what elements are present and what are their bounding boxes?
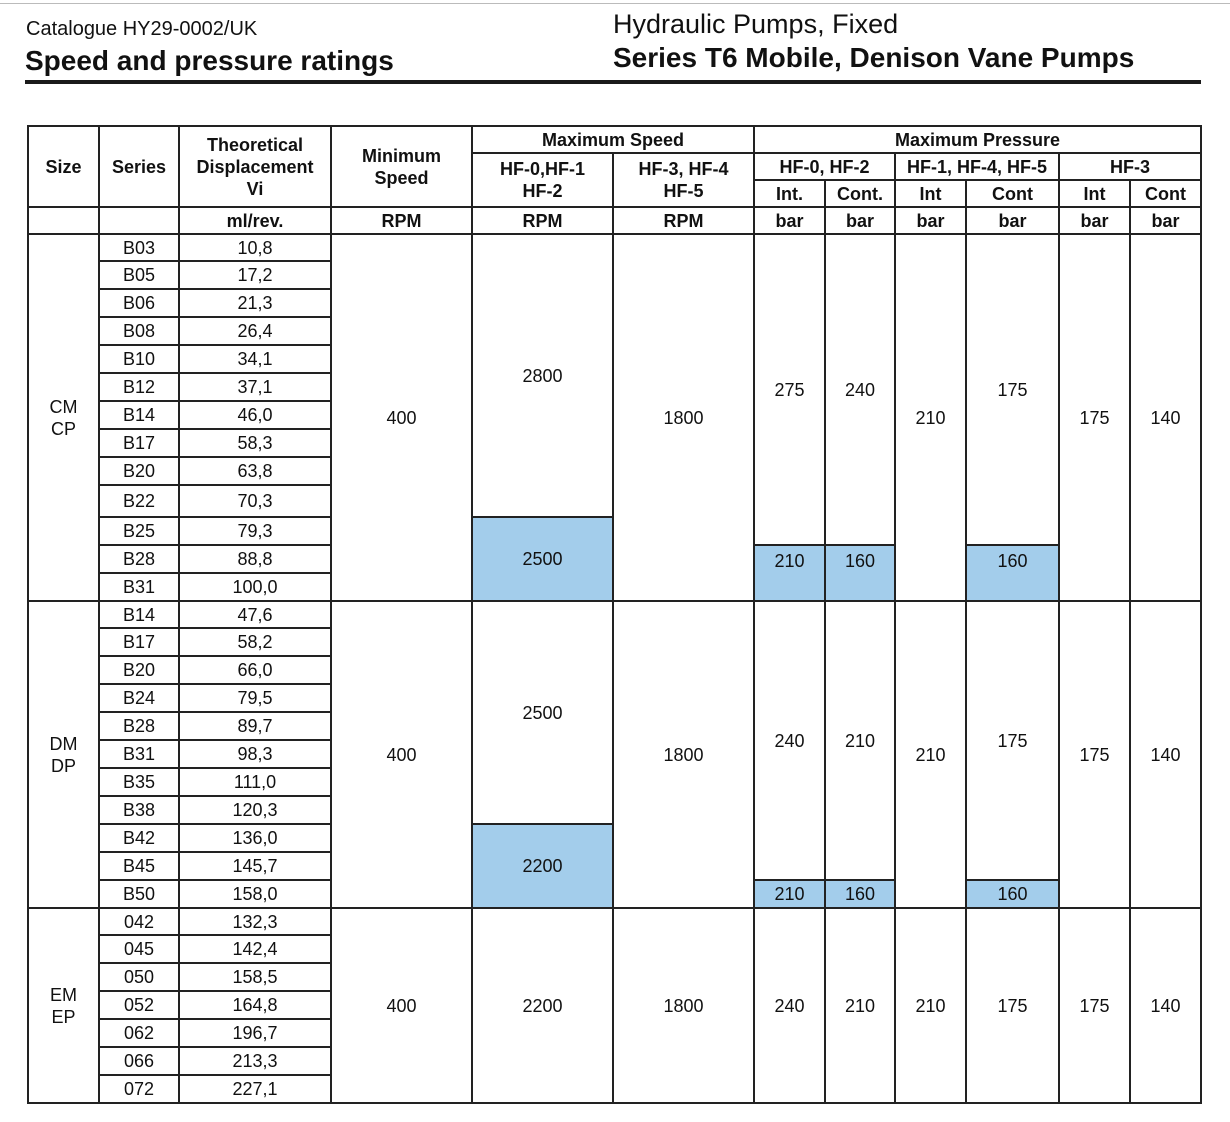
pressure-int-hf145-cell: 210: [895, 234, 966, 601]
displacement-cell: 17,2: [179, 261, 331, 289]
min-speed-cell: 400: [331, 601, 472, 908]
pressure-cont-hf02-cell: 240: [825, 234, 895, 545]
series-cell: B31: [99, 573, 179, 601]
displacement-cell: 158,5: [179, 963, 331, 991]
pressure-cont-hf145-cell: 175: [966, 234, 1059, 545]
unit-speed-a: RPM: [472, 207, 613, 234]
displacement-cell: 46,0: [179, 401, 331, 429]
pressure-cont-hf3-cell: 140: [1130, 908, 1201, 1103]
displacement-cell: 100,0: [179, 573, 331, 601]
speed-pressure-table: [27, 125, 1202, 1104]
pressure-int-hf145-cell: 210: [895, 601, 966, 908]
pressure-cont-hf02-cell: 210: [825, 601, 895, 880]
displacement-cell: 158,0: [179, 880, 331, 908]
series-cell: B10: [99, 345, 179, 373]
header-max-speed: Maximum Speed: [472, 126, 754, 153]
displacement-cell: 34,1: [179, 345, 331, 373]
series-cell: B24: [99, 684, 179, 712]
series-title: Series T6 Mobile, Denison Vane Pumps: [613, 42, 1135, 73]
pressure-int-hf3-cell: 175: [1059, 908, 1130, 1103]
series-cell: B12: [99, 373, 179, 401]
size-cell-dm-dp: DM DP: [28, 601, 99, 908]
header-rule: [25, 80, 1201, 84]
top-border-line: [0, 3, 1230, 4]
displacement-cell: 58,2: [179, 628, 331, 656]
unit-displacement: ml/rev.: [179, 207, 331, 234]
size-cell-cm-cp: CM CP: [28, 234, 99, 601]
unit-bar: bar: [1059, 207, 1130, 234]
header-int: Int: [1059, 180, 1130, 207]
displacement-cell: 37,1: [179, 373, 331, 401]
unit-empty: [99, 207, 179, 234]
header-press-hf145: HF-1, HF-4, HF-5: [895, 153, 1059, 180]
pressure-int-hf02-cell: 240: [754, 601, 825, 880]
series-cell: B42: [99, 824, 179, 852]
series-cell: B17: [99, 628, 179, 656]
series-cell: B14: [99, 401, 179, 429]
speed-hf012-highlight-cell: 2200: [472, 824, 613, 908]
pressure-cont-hf02-highlight-cell: 160: [825, 880, 895, 908]
displacement-cell: 79,5: [179, 684, 331, 712]
min-speed-cell: 400: [331, 908, 472, 1103]
header-min-speed: Minimum Speed: [331, 126, 472, 207]
speed-hf345-cell: 1800: [613, 908, 754, 1103]
series-cell: B35: [99, 768, 179, 796]
displacement-cell: 120,3: [179, 796, 331, 824]
series-cell: B28: [99, 712, 179, 740]
pressure-int-hf02-cell: 275: [754, 234, 825, 545]
header-press-hf02: HF-0, HF-2: [754, 153, 895, 180]
displacement-cell: 63,8: [179, 457, 331, 485]
speed-hf345-cell: 1800: [613, 601, 754, 908]
header-series: Series: [99, 126, 179, 207]
displacement-cell: 70,3: [179, 485, 331, 517]
size-cell-em-ep: EM EP: [28, 908, 99, 1103]
min-speed-cell: 400: [331, 234, 472, 601]
unit-bar: bar: [825, 207, 895, 234]
speed-hf012-cell: 2500: [472, 601, 613, 824]
displacement-cell: 213,3: [179, 1047, 331, 1075]
series-cell: B08: [99, 317, 179, 345]
series-cell: B17: [99, 429, 179, 457]
displacement-cell: 132,3: [179, 908, 331, 935]
header-cont: Cont: [1130, 180, 1201, 207]
unit-bar: bar: [966, 207, 1059, 234]
series-cell: B20: [99, 656, 179, 684]
series-cell: 072: [99, 1075, 179, 1103]
speed-hf012-highlight-cell: 2500: [472, 517, 613, 601]
series-cell: 062: [99, 1019, 179, 1047]
displacement-cell: 58,3: [179, 429, 331, 457]
header-int: Int: [895, 180, 966, 207]
pressure-int-hf02-highlight-cell: 210: [754, 545, 825, 601]
header-size: Size: [28, 126, 99, 207]
pressure-int-hf02-cell: 240: [754, 908, 825, 1103]
displacement-cell: 98,3: [179, 740, 331, 768]
series-cell: B03: [99, 234, 179, 261]
series-cell: B45: [99, 852, 179, 880]
displacement-cell: 10,8: [179, 234, 331, 261]
series-cell: B50: [99, 880, 179, 908]
table-body: [28, 234, 1201, 1103]
displacement-cell: 47,6: [179, 601, 331, 628]
displacement-cell: 164,8: [179, 991, 331, 1019]
displacement-cell: 142,4: [179, 935, 331, 963]
series-cell: B20: [99, 457, 179, 485]
unit-bar: bar: [754, 207, 825, 234]
series-cell: 050: [99, 963, 179, 991]
speed-hf012-cell: 2800: [472, 234, 613, 517]
displacement-cell: 136,0: [179, 824, 331, 852]
displacement-cell: 145,7: [179, 852, 331, 880]
series-cell: 045: [99, 935, 179, 963]
pressure-cont-hf02-highlight-cell: 160: [825, 545, 895, 601]
unit-bar: bar: [1130, 207, 1201, 234]
header-cont: Cont.: [825, 180, 895, 207]
header-int: Int.: [754, 180, 825, 207]
displacement-cell: 66,0: [179, 656, 331, 684]
header-press-hf3: HF-3: [1059, 153, 1201, 180]
pressure-int-hf02-highlight-cell: 210: [754, 880, 825, 908]
series-cell: 052: [99, 991, 179, 1019]
header-cont: Cont: [966, 180, 1059, 207]
series-cell: B14: [99, 601, 179, 628]
displacement-cell: 227,1: [179, 1075, 331, 1103]
series-cell: B38: [99, 796, 179, 824]
displacement-cell: 26,4: [179, 317, 331, 345]
pressure-cont-hf02-cell: 210: [825, 908, 895, 1103]
unit-empty: [28, 207, 99, 234]
displacement-cell: 89,7: [179, 712, 331, 740]
pressure-cont-hf3-cell: 140: [1130, 234, 1201, 601]
pressure-int-hf3-cell: 175: [1059, 234, 1130, 601]
displacement-cell: 111,0: [179, 768, 331, 796]
series-cell: B22: [99, 485, 179, 517]
series-cell: B06: [99, 289, 179, 317]
displacement-cell: 79,3: [179, 517, 331, 545]
product-line: Hydraulic Pumps, Fixed: [613, 9, 899, 39]
catalogue-number: Catalogue HY29-0002/UK: [26, 18, 258, 40]
unit-min-speed: RPM: [331, 207, 472, 234]
header-displacement: Theoretical Displacement Vi: [179, 126, 331, 207]
unit-bar: bar: [895, 207, 966, 234]
header-speed-hf345: HF-3, HF-4 HF-5: [613, 153, 754, 207]
series-cell: 066: [99, 1047, 179, 1075]
pressure-int-hf3-cell: 175: [1059, 601, 1130, 908]
pressure-cont-hf145-highlight-cell: 160: [966, 545, 1059, 601]
speed-hf345-cell: 1800: [613, 234, 754, 601]
pressure-cont-hf3-cell: 140: [1130, 601, 1201, 908]
series-cell: B05: [99, 261, 179, 289]
series-cell: B31: [99, 740, 179, 768]
displacement-cell: 88,8: [179, 545, 331, 573]
pressure-int-hf145-cell: 210: [895, 908, 966, 1103]
header-speed-hf012: HF-0,HF-1 HF-2: [472, 153, 613, 207]
header-max-pressure: Maximum Pressure: [754, 126, 1201, 153]
section-title: Speed and pressure ratings: [25, 45, 394, 76]
series-cell: B25: [99, 517, 179, 545]
speed-hf012-cell: 2200: [472, 908, 613, 1103]
unit-speed-b: RPM: [613, 207, 754, 234]
displacement-cell: 21,3: [179, 289, 331, 317]
displacement-cell: 196,7: [179, 1019, 331, 1047]
pressure-cont-hf145-cell: 175: [966, 601, 1059, 880]
series-cell: B28: [99, 545, 179, 573]
pressure-cont-hf145-highlight-cell: 160: [966, 880, 1059, 908]
pressure-cont-hf145-cell: 175: [966, 908, 1059, 1103]
series-cell: 042: [99, 908, 179, 935]
